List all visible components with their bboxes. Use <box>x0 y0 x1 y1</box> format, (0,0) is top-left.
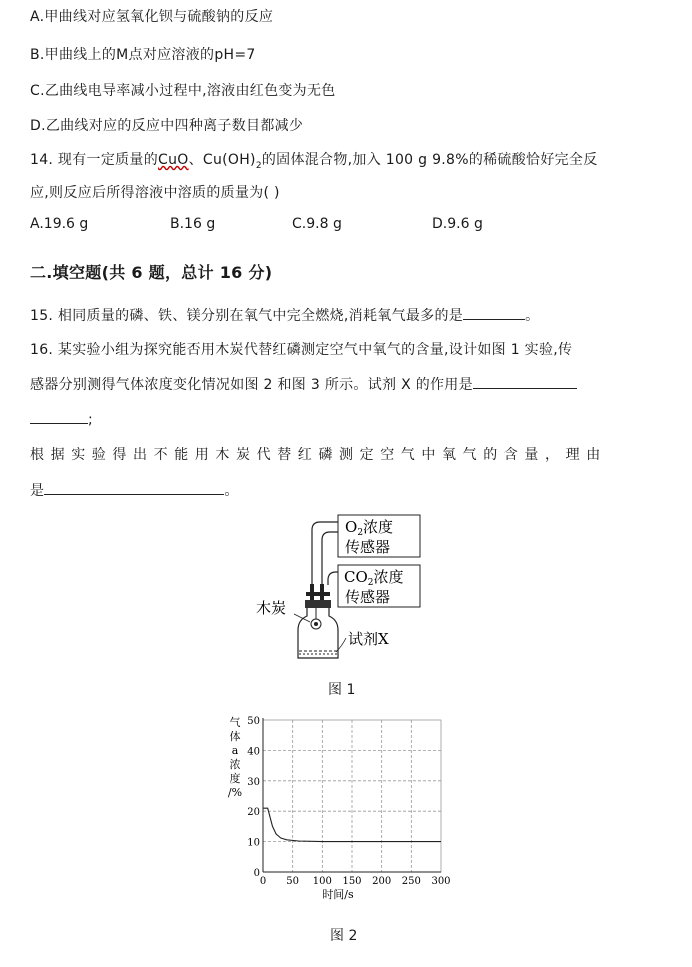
q13-option-a: A.甲曲线对应氢氧化钡与硫酸钠的反应 <box>30 9 274 25</box>
q16-line5-end: 。 <box>224 483 239 499</box>
y-tick-label-3: 30 <box>247 776 260 788</box>
q16-blank-2[interactable] <box>44 480 224 495</box>
q14-line1-post: 的固体混合物,加入 100 g 9.8%的稀硫酸恰好完全反 <box>261 152 598 168</box>
q14-line1-pre: 14. 现有一定质量的 <box>30 152 159 168</box>
q16-line2-text: 感器分别测得气体浓度变化情况如图 2 和图 3 所示。试剂 X 的作用是 <box>30 377 473 393</box>
q14-subscript: 2 <box>255 160 262 171</box>
q14-line2: 应,则反应后所得溶液中溶质的质量为( ) <box>30 185 280 201</box>
x-tick-label-0: 0 <box>259 876 267 887</box>
x-axis-label: 时间/s <box>322 888 354 901</box>
q14-option-b: B.16 g <box>170 216 216 232</box>
stopper <box>305 600 331 608</box>
q16-blank-1-cont[interactable] <box>30 409 88 424</box>
x-tick-label-6: 300 <box>431 876 451 887</box>
q14-line1 <box>30 149 598 171</box>
section-title: 二.填空题(共 6 题，总计 16 分) <box>30 263 273 282</box>
q16-blank-1[interactable] <box>473 374 577 389</box>
o2-sensor-label-top: $O_2$浓度 <box>345 518 394 538</box>
charcoal-lump <box>314 622 318 626</box>
charcoal-leader <box>294 614 310 622</box>
figure1-caption: 图 1 <box>328 682 356 698</box>
q16-line4: 根据实验得出不能用木炭代替红磷测定空气中氧气的含量，理由 <box>30 447 607 463</box>
figure2-caption: 图 2 <box>330 928 358 944</box>
y-tick-label-1: 10 <box>247 837 260 849</box>
x-tick-label-5: 250 <box>401 876 421 887</box>
q15-end: 。 <box>525 308 540 324</box>
q16-line3-end: ; <box>88 412 94 428</box>
co2-wire <box>328 572 338 585</box>
x-tick-label-2: 100 <box>312 876 332 887</box>
chart-tick-labels <box>247 716 450 887</box>
co2-sensor-label-top: $CO_2$浓度 <box>344 568 404 588</box>
figure1-apparatus <box>250 510 430 670</box>
q15-line <box>30 305 539 325</box>
y-axis-label-char-1: 体 <box>229 730 241 743</box>
q14-option-d: D.9.6 g <box>432 216 483 232</box>
q13-option-b: B.甲曲线上的M点对应溶液的pH=7 <box>30 47 256 63</box>
q14-option-c: C.9.8 g <box>292 216 342 232</box>
q14-line1-mid: 、Cu(OH) <box>188 152 256 168</box>
q16-line2 <box>30 374 577 394</box>
y-axis-label-char-2: a <box>231 744 239 757</box>
y-axis-label <box>228 715 242 799</box>
figure2-chart <box>225 712 465 910</box>
q13-option-c: C.乙曲线电导率减小过程中,溶液由红色变为无色 <box>30 83 336 99</box>
o2-wire-2 <box>322 532 338 585</box>
o2-sensor-label-bottom: 传感器 <box>345 538 391 556</box>
reagent-label: 试剂X <box>348 630 389 648</box>
q13-option-d: D.乙曲线对应的反应中四种离子数目都减少 <box>30 118 304 134</box>
co2-sensor-label-bottom: 传感器 <box>345 588 391 606</box>
y-tick-label-0: 0 <box>253 868 260 879</box>
q16-line3 <box>30 409 93 428</box>
q15-blank[interactable] <box>463 305 525 320</box>
y-axis-label-char-0: 气 <box>229 716 241 729</box>
y-tick-label-4: 40 <box>247 746 260 758</box>
y-axis-label-char-3: 浓 <box>229 758 241 771</box>
chart-grid <box>263 720 441 872</box>
x-tick-label-1: 50 <box>286 876 300 887</box>
y-tick-label-2: 20 <box>247 807 260 819</box>
y-axis-label-char-4: 度 <box>229 772 241 785</box>
charcoal-label: 木炭 <box>256 599 287 617</box>
x-tick-label-4: 200 <box>372 876 392 887</box>
q14-option-a: A.19.6 g <box>30 216 89 232</box>
y-tick-label-5: 50 <box>247 716 260 727</box>
q16-line5-pre: 是 <box>30 483 45 499</box>
probe-crossbar <box>306 592 330 596</box>
q16-line5 <box>30 480 239 500</box>
y-axis-label-char-5: /% <box>227 786 243 799</box>
q14-cuo: CuO <box>158 152 189 168</box>
x-tick-label-3: 150 <box>342 876 362 887</box>
q16-line1: 16. 某实验小组为探究能否用木炭代替红磷测定空气中氧气的含量,设计如图 1 实验,传 <box>30 342 573 358</box>
q15-text: 15. 相同质量的磷、铁、镁分别在氧气中完全燃烧,消耗氧气最多的是 <box>30 308 464 324</box>
